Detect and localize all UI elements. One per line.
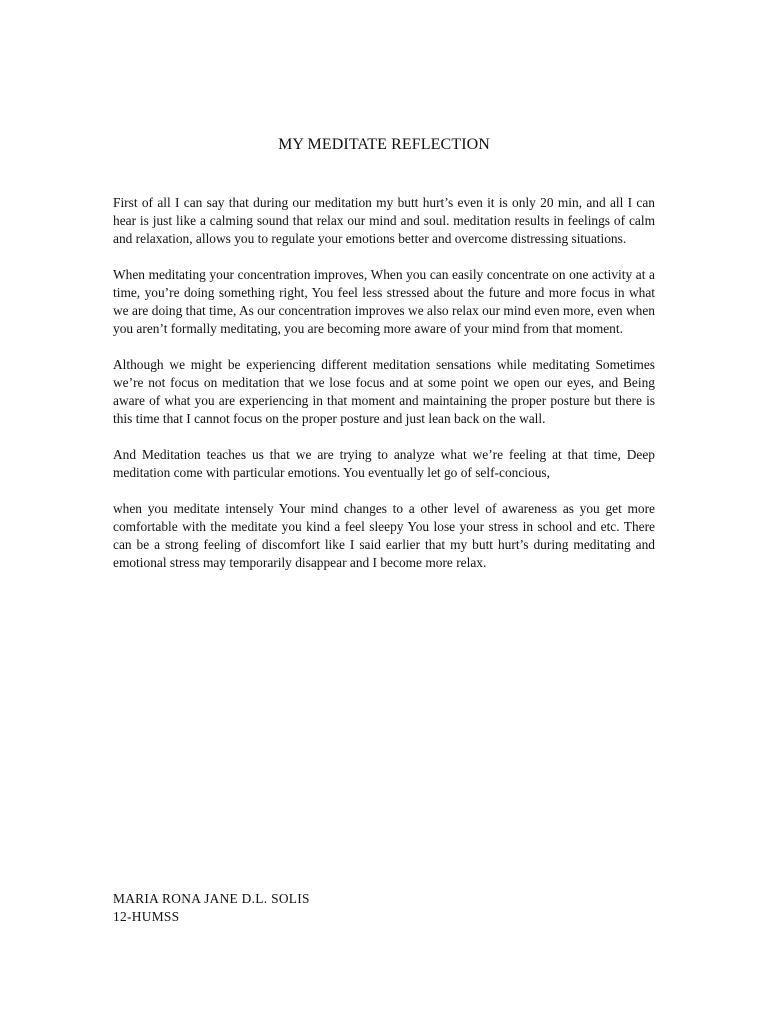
paragraph-4: And Meditation teaches us that we are trying to analyze what we’re feeling at that time, Deep meditation come with particular emotions. You eventually let go of self-concious, xyxy=(113,447,655,480)
document-body xyxy=(113,194,655,572)
author-section: 12-HUMSS xyxy=(113,909,180,924)
author-name: MARIA RONA JANE D.L. SOLIS xyxy=(113,891,310,906)
signature-block xyxy=(113,890,310,926)
paragraph-2: When meditating your concentration improves, When you can easily concentrate on one activity at a time, you’re doing something right, You feel less stressed about the future and more focus in what we are doing that time, As our concentration improves we also relax our mind even more, even when you aren’t formally meditating, you are becoming more aware of your mind from that moment. xyxy=(113,267,655,336)
paragraph-1: First of all I can say that during our meditation my butt hurt’s even it is only 20 min, and all I can hear is just like a calming sound that relax our mind and soul. meditation results in feelings of calm and relaxation, allows you to regulate your emotions better and overcome distressing situations. xyxy=(113,195,655,246)
page-title: MY MEDITATE REFLECTION xyxy=(278,136,490,153)
paragraph-5: when you meditate intensely Your mind changes to a other level of awareness as you get more comfortable with the meditate you kind a feel sleepy You lose your stress in school and etc. There can be a strong feeling of discomfort like I said earlier that my butt hurt’s during meditating and emotional stress may temporarily disappear and I become more relax. xyxy=(113,501,655,570)
paragraph-3: Although we might be experiencing different meditation sensations while meditating Sometimes we’re not focus on meditation that we lose focus and at some point we open our eyes, and Being aware of what you are experiencing in that moment and maintaining the proper posture but there is this time that I cannot focus on the proper posture and just lean back on the wall. xyxy=(113,357,655,426)
